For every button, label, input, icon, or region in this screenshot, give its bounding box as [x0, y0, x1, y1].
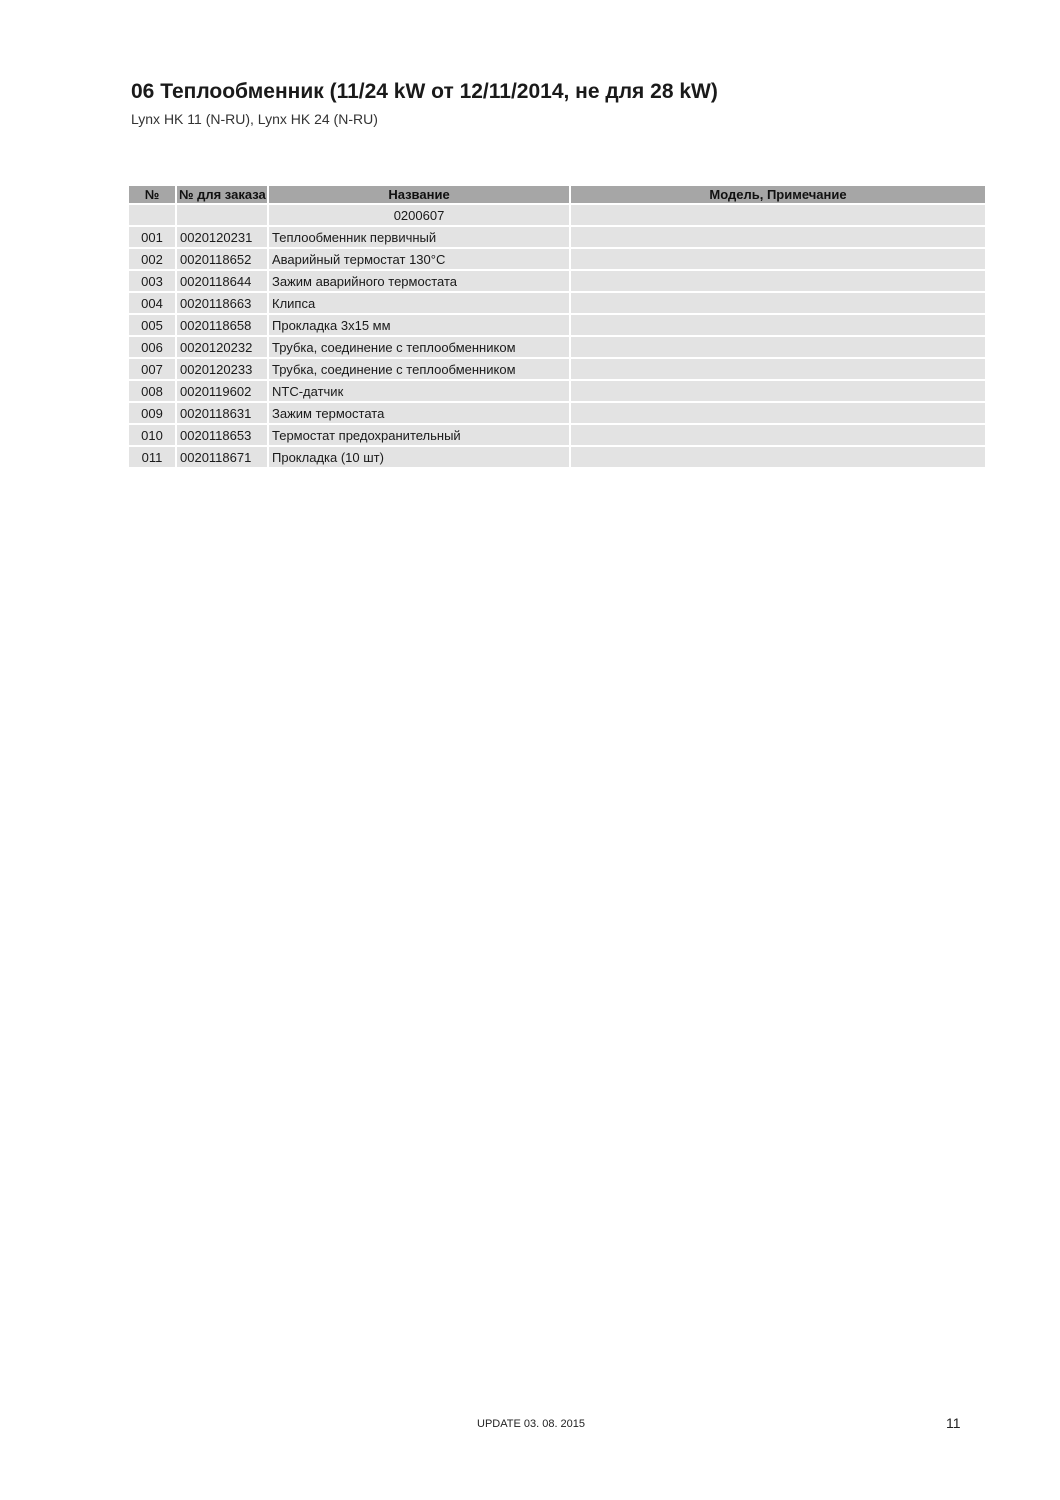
- group-row: [129, 205, 985, 225]
- row-model-note: [571, 315, 985, 335]
- header-num: №: [129, 186, 175, 203]
- row-order-number: 0020118652: [177, 249, 267, 269]
- footer-update-date: UPDATE 03. 08. 2015: [477, 1418, 586, 1430]
- row-name: NTC-датчик: [269, 381, 569, 401]
- row-name: Термостат предохранительный: [269, 425, 569, 445]
- row-num: 005: [129, 315, 175, 335]
- row-name: Аварийный термостат 130°C: [269, 249, 569, 269]
- header-name: Название: [269, 186, 569, 203]
- table-row: [129, 315, 985, 335]
- header-model-note: Модель, Примечание: [571, 186, 985, 203]
- row-order-number: 0020119602: [177, 381, 267, 401]
- row-order-number: 0020120231: [177, 227, 267, 247]
- group-num: [129, 205, 175, 225]
- row-model-note: [571, 403, 985, 423]
- row-num: 009: [129, 403, 175, 423]
- row-num: 001: [129, 227, 175, 247]
- row-model-note: [571, 271, 985, 291]
- table-row: [129, 227, 985, 247]
- group-name: 0200607: [269, 205, 569, 225]
- row-order-number: 0020118644: [177, 271, 267, 291]
- row-model-note: [571, 293, 985, 313]
- row-num: 004: [129, 293, 175, 313]
- row-num: 007: [129, 359, 175, 379]
- row-num: 008: [129, 381, 175, 401]
- row-num: 003: [129, 271, 175, 291]
- row-order-number: 0020118631: [177, 403, 267, 423]
- row-order-number: 0020120233: [177, 359, 267, 379]
- row-num: 010: [129, 425, 175, 445]
- table-row: [129, 293, 985, 313]
- row-model-note: [571, 425, 985, 445]
- row-order-number: 0020118653: [177, 425, 267, 445]
- row-order-number: 0020120232: [177, 337, 267, 357]
- table-row: [129, 447, 985, 467]
- table-header-row: [129, 186, 985, 203]
- row-order-number: 0020118663: [177, 293, 267, 313]
- table-row: [129, 381, 985, 401]
- row-num: 002: [129, 249, 175, 269]
- row-num: 011: [129, 447, 175, 467]
- page-subtitle: Lynx HK 11 (N-RU), Lynx HK 24 (N-RU): [131, 111, 378, 127]
- row-model-note: [571, 381, 985, 401]
- row-num: 006: [129, 337, 175, 357]
- row-name: Трубка, соединение с теплообменником: [269, 337, 569, 357]
- row-model-note: [571, 227, 985, 247]
- group-model: [571, 205, 985, 225]
- page-number: 11: [946, 1415, 961, 1431]
- group-order: [177, 205, 267, 225]
- parts-table: [127, 184, 987, 469]
- row-name: Теплообменник первичный: [269, 227, 569, 247]
- table-row: [129, 403, 985, 423]
- row-name: Трубка, соединение с теплообменником: [269, 359, 569, 379]
- row-order-number: 0020118671: [177, 447, 267, 467]
- table-row: [129, 249, 985, 269]
- table-row: [129, 271, 985, 291]
- row-model-note: [571, 337, 985, 357]
- row-model-note: [571, 249, 985, 269]
- header-order-number: № для заказа: [179, 187, 266, 202]
- table-row: [129, 359, 985, 379]
- table-row: [129, 425, 985, 445]
- row-name: Зажим аварийного термостата: [269, 271, 569, 291]
- row-name: Зажим термостата: [269, 403, 569, 423]
- row-name: Прокладка 3x15 мм: [269, 315, 569, 335]
- row-model-note: [571, 359, 985, 379]
- table-row: [129, 337, 985, 357]
- row-name: Клипса: [269, 293, 569, 313]
- row-order-number: 0020118658: [177, 315, 267, 335]
- row-name: Прокладка (10 шт): [269, 447, 569, 467]
- row-model-note: [571, 447, 985, 467]
- page-title: 06 Теплообменник (11/24 kW от 12/11/2014, не для 28 kW): [131, 80, 718, 103]
